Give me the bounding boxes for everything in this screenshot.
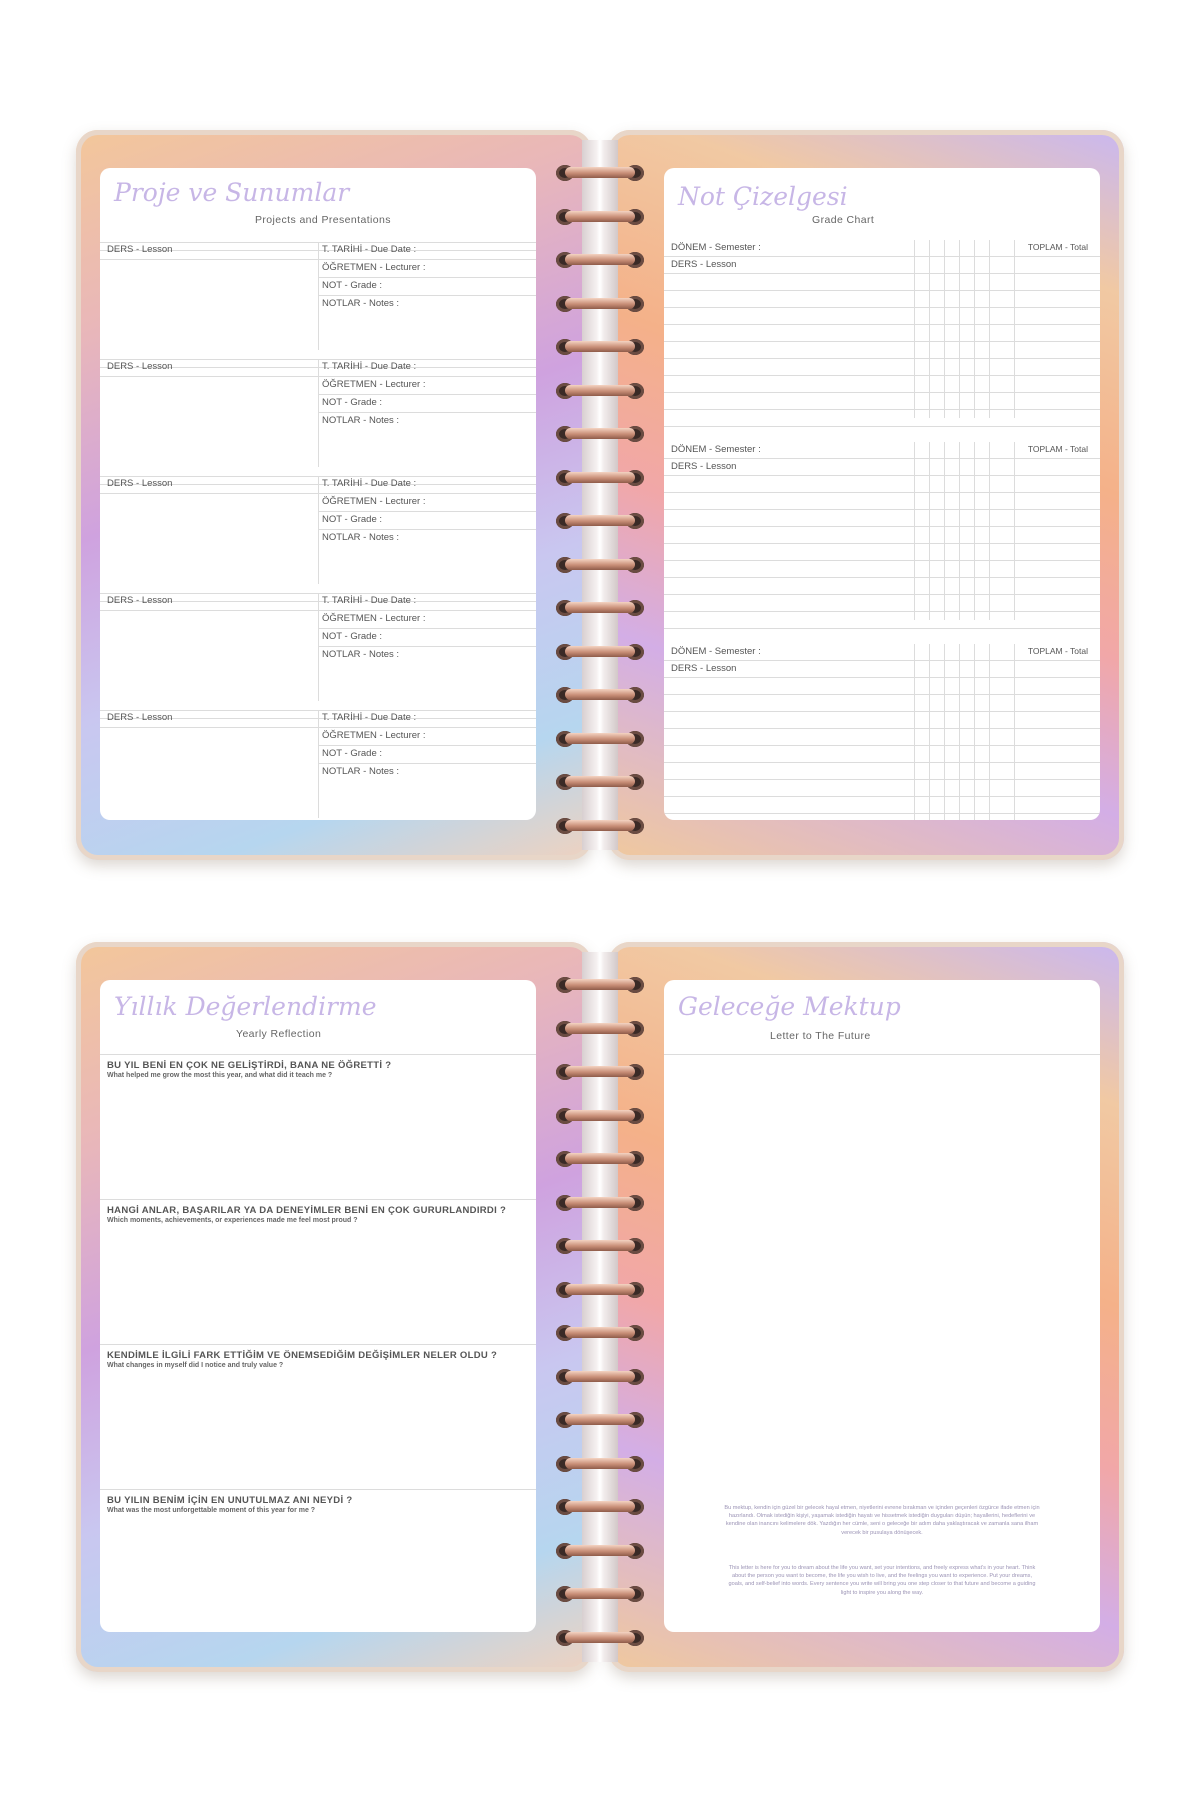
lecturer-label: ÖĞRETMEN - Lecturer : [322, 730, 426, 741]
grade-row-line [664, 358, 1100, 359]
grade-row-line [664, 375, 1100, 376]
divider [664, 1054, 1100, 1055]
letter-subtitle: Letter to The Future [770, 1030, 871, 1042]
total-label: TOPLAM - Total [1027, 646, 1088, 656]
row-line [318, 295, 536, 296]
question-en: Which moments, achievements, or experiences made me feel most proud ? [107, 1217, 358, 1224]
ring-wire [565, 689, 635, 700]
ring-wire [565, 1240, 635, 1251]
row-line [318, 394, 536, 395]
ring-wire [565, 1284, 635, 1295]
grade-column-line [929, 644, 930, 820]
grade-row-line [664, 779, 1100, 780]
spiral-ring [556, 1195, 644, 1209]
ring-wire [565, 733, 635, 744]
ring-wire [565, 820, 635, 831]
grade-column-line [944, 644, 945, 820]
semester-label: DÖNEM - Semester : [671, 646, 761, 657]
lesson-label: DERS - Lesson [107, 361, 173, 372]
lesson-label: DERS - Lesson [107, 595, 173, 606]
grade-column-line [914, 442, 915, 620]
grade-row-line [664, 324, 1100, 325]
ring-wire [565, 385, 635, 396]
grade-chart-page [664, 168, 1100, 820]
spiral-ring [556, 1151, 644, 1165]
due-date-label: T. TARİHİ - Due Date : [322, 478, 417, 489]
spiral-ring [556, 818, 644, 832]
grade-column-line [959, 442, 960, 620]
grade-row-line [664, 611, 1100, 612]
ring-wire [565, 254, 635, 265]
question-tr: BU YILIN BENİM İÇİN EN UNUTULMAZ ANI NEYDİ ? [107, 1495, 353, 1506]
notes-label: NOTLAR - Notes : [322, 532, 400, 543]
row-line [318, 277, 536, 278]
grade-label: NOT - Grade : [322, 748, 383, 759]
grade-column-line [944, 442, 945, 620]
lesson-underline [100, 493, 318, 494]
lecturer-label: ÖĞRETMEN - Lecturer : [322, 262, 426, 273]
grade-column-line [974, 644, 975, 820]
ring-wire [565, 559, 635, 570]
ring-wire [565, 1110, 635, 1121]
grade-row-line [664, 560, 1100, 561]
spiral-ring [556, 1282, 644, 1296]
grade-row-line [664, 745, 1100, 746]
ring-wire [565, 1545, 635, 1556]
grade-row-line [664, 594, 1100, 595]
row-line [318, 412, 536, 413]
question-en: What changes in myself did I notice and truly value ? [107, 1362, 284, 1369]
grades-subtitle: Grade Chart [812, 214, 875, 226]
grade-column-line [989, 442, 990, 620]
row-line [318, 727, 536, 728]
spiral-ring [556, 600, 644, 614]
grade-column-line [944, 240, 945, 418]
grade-label: NOT - Grade : [322, 397, 383, 408]
notes-label: NOTLAR - Notes : [322, 298, 400, 309]
lesson-label: DERS - Lesson [671, 259, 737, 270]
divider [100, 1054, 536, 1055]
row-line [318, 511, 536, 512]
ring-wire [565, 1371, 635, 1382]
question-en: What helped me grow the most this year, and what did it teach me ? [107, 1072, 333, 1079]
spiral-ring [556, 252, 644, 266]
row-line [318, 628, 536, 629]
row-line [318, 376, 536, 377]
grade-row-line [664, 711, 1100, 712]
spiral-ring [556, 774, 644, 788]
grade-column-line [1014, 442, 1015, 620]
grade-row-line [664, 307, 1100, 308]
grade-row-line [664, 409, 1100, 410]
grade-row-line [664, 341, 1100, 342]
spiral-ring [556, 977, 644, 991]
grade-row-line [664, 458, 1100, 459]
spiral-ring [556, 1412, 644, 1426]
notes-label: NOTLAR - Notes : [322, 766, 400, 777]
grade-row-line [664, 509, 1100, 510]
due-date-label: T. TARİHİ - Due Date : [322, 244, 417, 255]
row-line [318, 493, 536, 494]
reflection-question [107, 1060, 529, 1079]
spiral-ring [556, 1064, 644, 1078]
grade-column-line [914, 240, 915, 418]
spiral-ring [556, 687, 644, 701]
letter-note-tr: Bu mektup, kendin için güzel bir gelecek hayal etmen, niyetlerini evrene bırakman ve içinden geçenleri özgürce ifade etmen için hazırlandı. Olmak istediğin kişiyi, yaşamak istediğin hayatı ve hissetmek istediğin duyguları düşün; hayallerini, hedeflerini ve kendine olan inancını kelimelere dök. Yazdığın her cümle, seni o geleceğe bir adım daha yaklaştıracak ve zamanla sana ilham verecek bir pusulaya dönüşecek. [724, 1505, 1040, 1536]
spiral-ring [556, 470, 644, 484]
grade-label: NOT - Grade : [322, 514, 383, 525]
left-cover [76, 942, 592, 1672]
spiral-ring [556, 644, 644, 658]
row-line [318, 610, 536, 611]
ring-wire [565, 1588, 635, 1599]
letter-title-script: Geleceğe Mektup [678, 992, 901, 1021]
ring-wire [565, 298, 635, 309]
ring-wire [565, 1632, 635, 1643]
ring-wire [565, 472, 635, 483]
spiral-ring [556, 426, 644, 440]
spiral-ring [556, 1021, 644, 1035]
grade-row-line [664, 543, 1100, 544]
reflection-question [107, 1350, 529, 1369]
lesson-label: DERS - Lesson [107, 712, 173, 723]
grade-row-line [664, 392, 1100, 393]
spiral-ring [556, 1630, 644, 1644]
question-tr: HANGİ ANLAR, BAŞARILAR YA DA DENEYİMLER BENİ EN ÇOK GURURLANDIRDI ? [107, 1205, 507, 1216]
spiral-ring [556, 296, 644, 310]
reflection-title-script: Yıllık Değerlendirme [114, 992, 377, 1021]
ring-wire [565, 776, 635, 787]
spiral-ring [556, 339, 644, 353]
grade-row-line [664, 492, 1100, 493]
grade-row-line [664, 762, 1100, 763]
grade-column-line [914, 644, 915, 820]
lesson-underline [100, 610, 318, 611]
spiral-ring [556, 731, 644, 745]
grade-column-line [959, 644, 960, 820]
reflection-question [107, 1205, 529, 1224]
semester-label: DÖNEM - Semester : [671, 242, 761, 253]
spiral-ring [556, 1325, 644, 1339]
grade-row-line [664, 426, 1100, 427]
left-cover [76, 130, 592, 860]
grade-label: NOT - Grade : [322, 280, 383, 291]
question-tr: KENDİMLE İLGİLİ FARK ETTİĞİM VE ÖNEMSEDİĞİM DEĞİŞİMLER NELER OLDU ? [107, 1350, 498, 1361]
due-date-label: T. TARİHİ - Due Date : [322, 712, 417, 723]
question-tr: BU YIL BENİ EN ÇOK NE GELİŞTİRDİ, BANA NE ÖĞRETTİ ? [107, 1060, 392, 1071]
ring-wire [565, 979, 635, 990]
reflection-question [107, 1495, 529, 1514]
ring-wire [565, 1414, 635, 1425]
spiral-ring [556, 209, 644, 223]
spiral-ring [556, 513, 644, 527]
grade-row-line [664, 677, 1100, 678]
spiral-ring [556, 1586, 644, 1600]
total-label: TOPLAM - Total [1027, 242, 1088, 252]
spiral-ring [556, 383, 644, 397]
grade-column-line [929, 240, 930, 418]
lesson-label: DERS - Lesson [107, 244, 173, 255]
grade-row-line [664, 694, 1100, 695]
question-divider [100, 1489, 536, 1490]
ring-wire [565, 1023, 635, 1034]
ring-wire [565, 602, 635, 613]
grade-row-line [664, 796, 1100, 797]
grade-column-line [974, 442, 975, 620]
ring-wire [565, 646, 635, 657]
grade-row-line [664, 256, 1100, 257]
spiral-ring [556, 1456, 644, 1470]
notes-label: NOTLAR - Notes : [322, 415, 400, 426]
question-divider [100, 1199, 536, 1200]
due-date-label: T. TARİHİ - Due Date : [322, 361, 417, 372]
row-line [318, 763, 536, 764]
ring-wire [565, 211, 635, 222]
spiral-ring [556, 1238, 644, 1252]
spiral-ring [556, 1108, 644, 1122]
lesson-underline [100, 259, 318, 260]
grade-column-line [989, 240, 990, 418]
lecturer-label: ÖĞRETMEN - Lecturer : [322, 613, 426, 624]
letter-note-en: This letter is here for you to dream about the life you want, set your intentions, and freely express what's in your heart. Think about the person you want to become, the life you wish to live, and the feelings you want to experience. Put your dreams, goals, and self-belief into words. Every sentence you write will bring you one step closer to that future and become a guiding light to inspire you along the way. [728, 1565, 1036, 1596]
ring-wire [565, 341, 635, 352]
question-en: What was the most unforgettable moment of this year for me ? [107, 1507, 316, 1514]
lesson-label: DERS - Lesson [671, 461, 737, 472]
grade-row-line [664, 660, 1100, 661]
grade-column-line [929, 442, 930, 620]
ring-wire [565, 1197, 635, 1208]
lesson-underline [100, 376, 318, 377]
total-label: TOPLAM - Total [1027, 444, 1088, 454]
grade-row-line [664, 813, 1100, 814]
grade-column-line [1014, 240, 1015, 418]
spiral-ring [556, 1499, 644, 1513]
ring-wire [565, 167, 635, 178]
ring-wire [565, 1153, 635, 1164]
grade-row-line [664, 577, 1100, 578]
grade-column-line [974, 240, 975, 418]
ring-wire [565, 515, 635, 526]
lecturer-label: ÖĞRETMEN - Lecturer : [322, 379, 426, 390]
row-line [318, 529, 536, 530]
due-date-label: T. TARİHİ - Due Date : [322, 595, 417, 606]
reflection-subtitle: Yearly Reflection [236, 1028, 322, 1040]
grade-row-line [664, 728, 1100, 729]
projects-title-script: Proje ve Sunumlar [114, 178, 350, 207]
spiral-ring [556, 557, 644, 571]
ring-wire [565, 1066, 635, 1077]
ring-wire [565, 1458, 635, 1469]
projects-subtitle: Projects and Presentations [255, 214, 391, 226]
row-line [318, 646, 536, 647]
semester-label: DÖNEM - Semester : [671, 444, 761, 455]
notes-label: NOTLAR - Notes : [322, 649, 400, 660]
lesson-label: DERS - Lesson [671, 663, 737, 674]
row-line [318, 259, 536, 260]
spiral-ring [556, 1369, 644, 1383]
row-line [318, 745, 536, 746]
letter-page [664, 980, 1100, 1632]
grade-row-line [664, 290, 1100, 291]
question-divider [100, 1344, 536, 1345]
spiral-ring [556, 1543, 644, 1557]
grade-column-line [959, 240, 960, 418]
lesson-underline [100, 727, 318, 728]
grade-row-line [664, 526, 1100, 527]
right-cover [608, 130, 1124, 860]
grades-title-script: Not Çizelgesi [678, 182, 848, 211]
grade-row-line [664, 475, 1100, 476]
lesson-label: DERS - Lesson [107, 478, 173, 489]
right-cover [608, 942, 1124, 1672]
ring-wire [565, 428, 635, 439]
grade-row-line [664, 628, 1100, 629]
yearly-reflection-page [100, 980, 536, 1632]
grade-label: NOT - Grade : [322, 631, 383, 642]
projects-page [100, 168, 536, 820]
grade-column-line [989, 644, 990, 820]
ring-wire [565, 1501, 635, 1512]
grade-row-line [664, 273, 1100, 274]
grade-column-line [1014, 644, 1015, 820]
lecturer-label: ÖĞRETMEN - Lecturer : [322, 496, 426, 507]
spiral-ring [556, 165, 644, 179]
ring-wire [565, 1327, 635, 1338]
